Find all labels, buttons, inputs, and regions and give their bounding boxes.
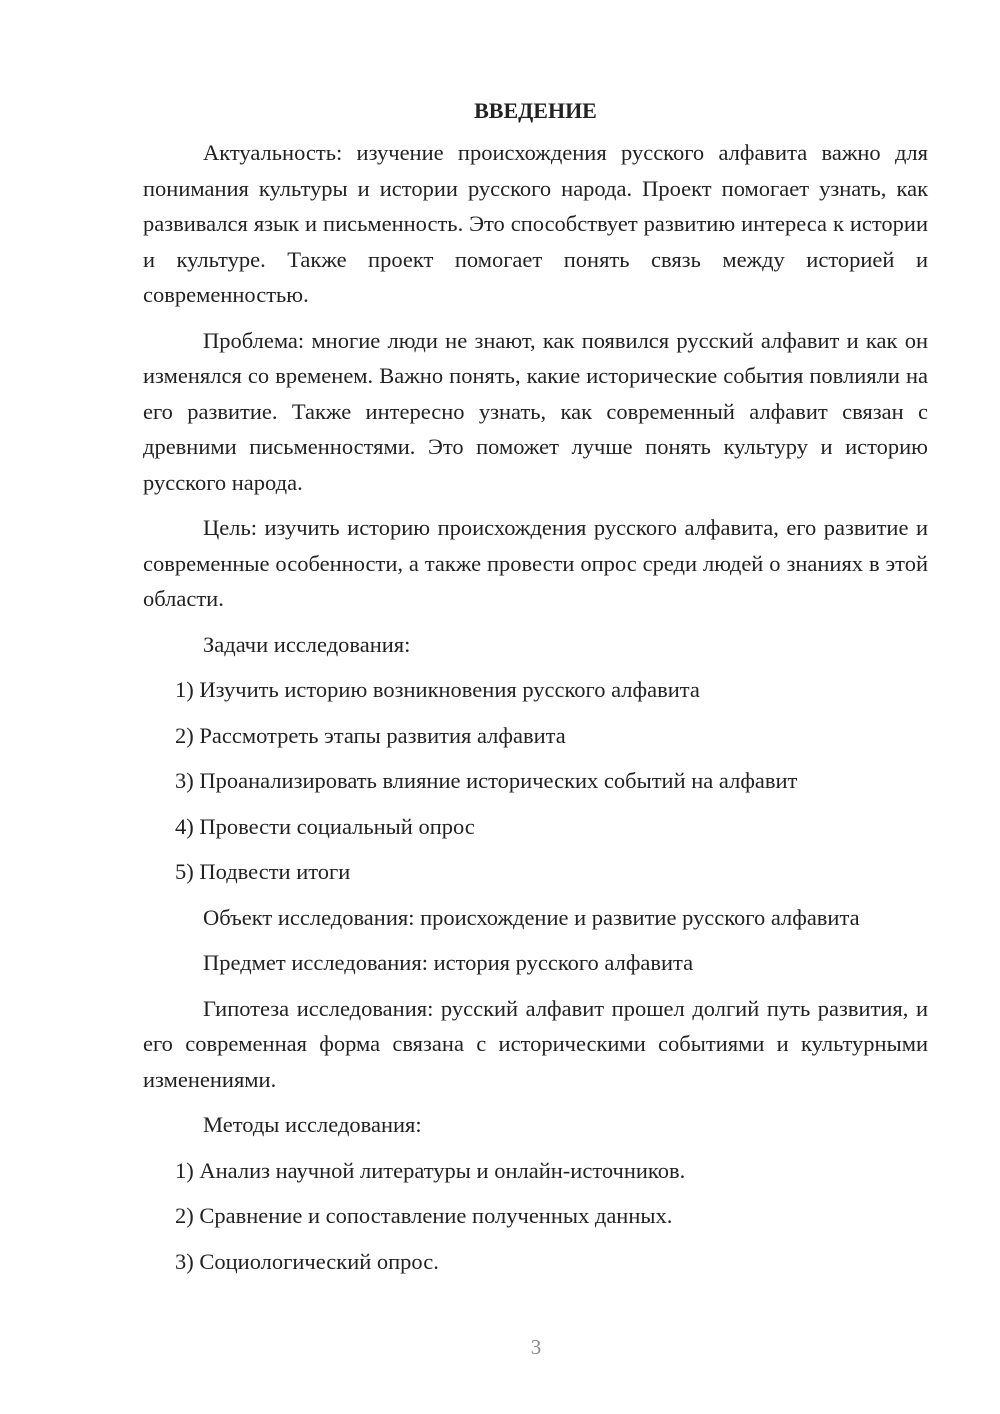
task-item: 1) Изучить историю возникновения русского алфавита — [175, 677, 700, 702]
task-item: 4) Провести социальный опрос — [175, 813, 475, 839]
task-item: 2) Рассмотреть этапы развития алфавита — [175, 722, 566, 748]
method-item: 1) Анализ научной литературы и онлайн-источников. — [175, 1157, 686, 1183]
tasks-heading: Задачи исследования: — [203, 631, 411, 657]
task-item: 3) Проанализировать влияние исторических событий на алфавит — [175, 768, 798, 793]
document-body — [143, 93, 928, 1289]
goal-paragraph: Цель: изучить историю происхождения русского алфавита, его развитие и современные особенности, а также провести опрос среди людей о знаниях в этой области. — [143, 515, 928, 611]
page-number: 3 — [530, 1335, 542, 1359]
object-paragraph: Объект исследования: происхождение и развитие русского алфавита — [203, 904, 860, 930]
page-title: ВВЕДЕНИЕ — [474, 98, 597, 123]
task-item: 5) Подвести итоги — [175, 859, 351, 884]
subject-paragraph: Предмет исследования: история русского алфавита — [203, 950, 694, 975]
method-item: 3) Социологический опрос. — [175, 1248, 439, 1274]
problem-paragraph: Проблема: многие люди не знают, как появился русский алфавит и как он изменялся со временем. Важно понять, какие исторические события повлияли на его развитие. Также интересно узнать, как современный алфавит связан с древними письменностями. Это поможет лучше понять культуру и историю русского народа. — [143, 327, 928, 495]
method-item: 2) Сравнение и сопоставление полученных данных. — [175, 1203, 673, 1228]
hypothesis-paragraph: Гипотеза исследования: русский алфавит прошел долгий путь развития, и его современная форма связана с историческими событиями и культурными изменениями. — [143, 995, 928, 1092]
methods-heading: Методы исследования: — [203, 1112, 422, 1137]
relevance-paragraph: Актуальность: изучение происхождения русского алфавита важно для понимания культуры и истории русского народа. Проект помогает узнать, как развивался язык и письменность. Это способствует развитию интереса к истории и культуре. Также проект помогает понять связь между историей и современностью. — [143, 140, 928, 307]
